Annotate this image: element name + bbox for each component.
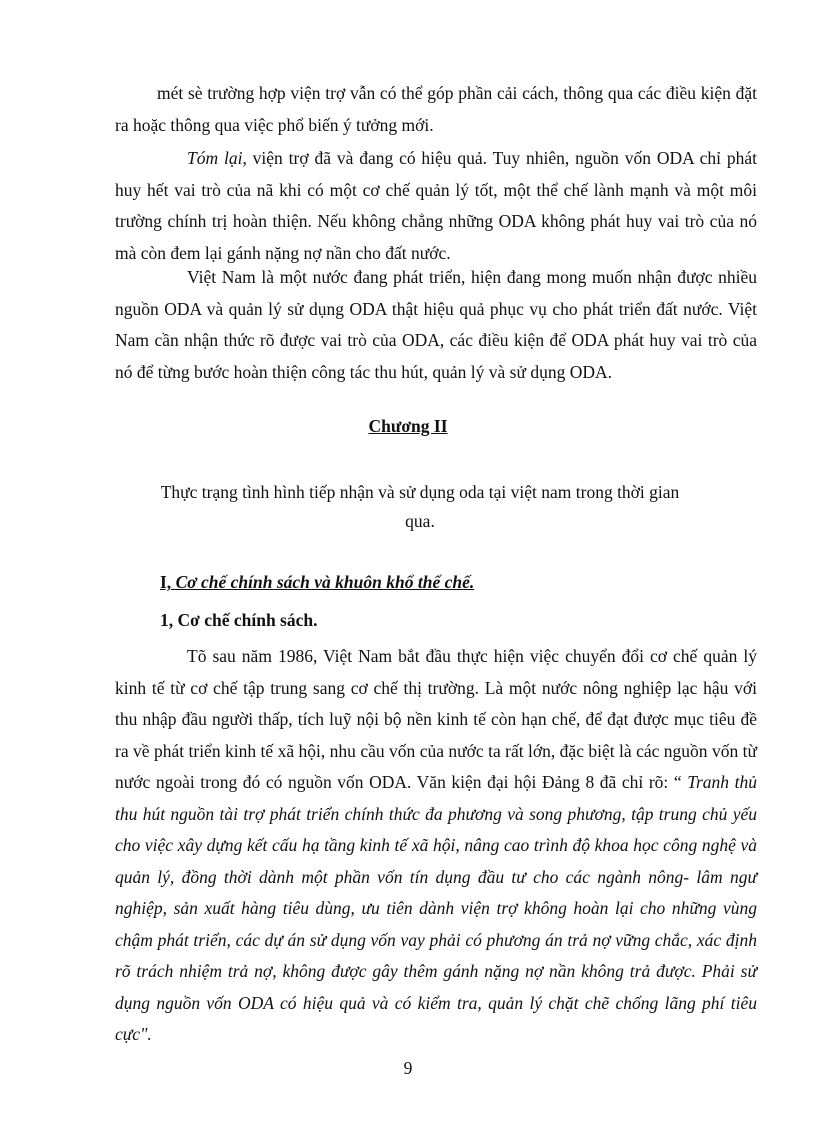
section-title: Cơ chế chính sách và khuôn khổ thể chế. [175,572,475,592]
chapter-heading: Chương II [368,416,448,436]
policy-quote: Tranh thủ thu hút nguồn tài trợ phát triển chính thức đa phương và song phương, tập trung chủ yếu cho việc xây dựng kết cấu hạ tầng kinh tế xã hội, nâng cao trình độ khoa học công nghệ và quản lý, đồng thời dành một phần vốn tín dụng đầu tư cho các ngành nông- lâm ngư nghiệp, sản xuất hàng tiêu dùng, ưu tiên dành viện trợ không hoàn lại cho những vùng chậm phát triển, các dự án sử dụng vốn vay phải có phương án trả nợ vững chắc, xác định rõ trách nhiệm trả nợ, không được gây thêm gánh nặng nợ nần không trả được. Phải sử dụng nguồn vốn ODA có hiệu quả và có kiểm tra, quản lý chặt chẽ chống lãng phí tiêu cực". [115,772,757,1044]
paragraph-summary [115,143,757,269]
paragraph-vietnam: Việt Nam là một nước đang phát triển, hiện đang mong muốn nhận được nhiều nguồn ODA và quản lý sử dụng ODA thật hiệu quả phục vụ cho phát triển đất nước. Việt Nam cần nhận thức rõ được vai trò của ODA, các điều kiện để ODA phát huy vai trò của nó để từng bước hoàn thiện công tác thu hút, quản lý và sử dụng ODA. [115,267,757,382]
subsection-heading: 1, Cơ chế chính sách. [160,610,318,630]
paragraph-intro: mét sè trường hợp viện trợ vẫn có thể góp phần cải cách, thông qua các điều kiện đặt ra hoặc thông qua việc phổ biến ý tưởng mới. [115,83,757,135]
section-heading [160,572,474,593]
section-number: I, [160,572,176,592]
summary-text: , viện trợ đã và đang có hiệu quả. Tuy nhiên, nguồn vốn ODA chỉ phát huy hết vai trò của nã khi có một cơ chế quản lý tốt, một thể chế lành mạnh và một môi trường chính trị hoàn thiện. Nếu không chẳng những ODA không phát huy vai trò của nó mà còn đem lại gánh nặng nợ nần cho đất nước. [115,148,757,263]
summary-lead: Tóm lại [187,148,243,168]
policy-text: Tõ sau năm 1986, Việt Nam bắt đầu thực hiện việc chuyển đổi cơ chế quản lý kinh tế từ cơ chế tập trung sang cơ chế thị trường. Là một nước nông nghiệp lạc hậu với thu nhập đầu người thấp, tích luỹ nội bộ nền kinh tế còn hạn chế, để đạt được mục tiêu đề ra về phát triển kinh tế xã hội, nhu cầu vốn của nước ta rất lớn, đặc biệt là các nguồn vốn từ nước ngoài trong đó có nguồn vốn ODA. Văn kiện đại hội Đảng 8 đã chỉ rõ: “ [115,646,757,792]
page-number: 9 [403,1058,413,1078]
paragraph-policy [115,641,757,1051]
chapter-subtitle: Thực trạng tình hình tiếp nhận và sử dụng oda tại việt nam trong thời gian qua. [160,482,680,531]
